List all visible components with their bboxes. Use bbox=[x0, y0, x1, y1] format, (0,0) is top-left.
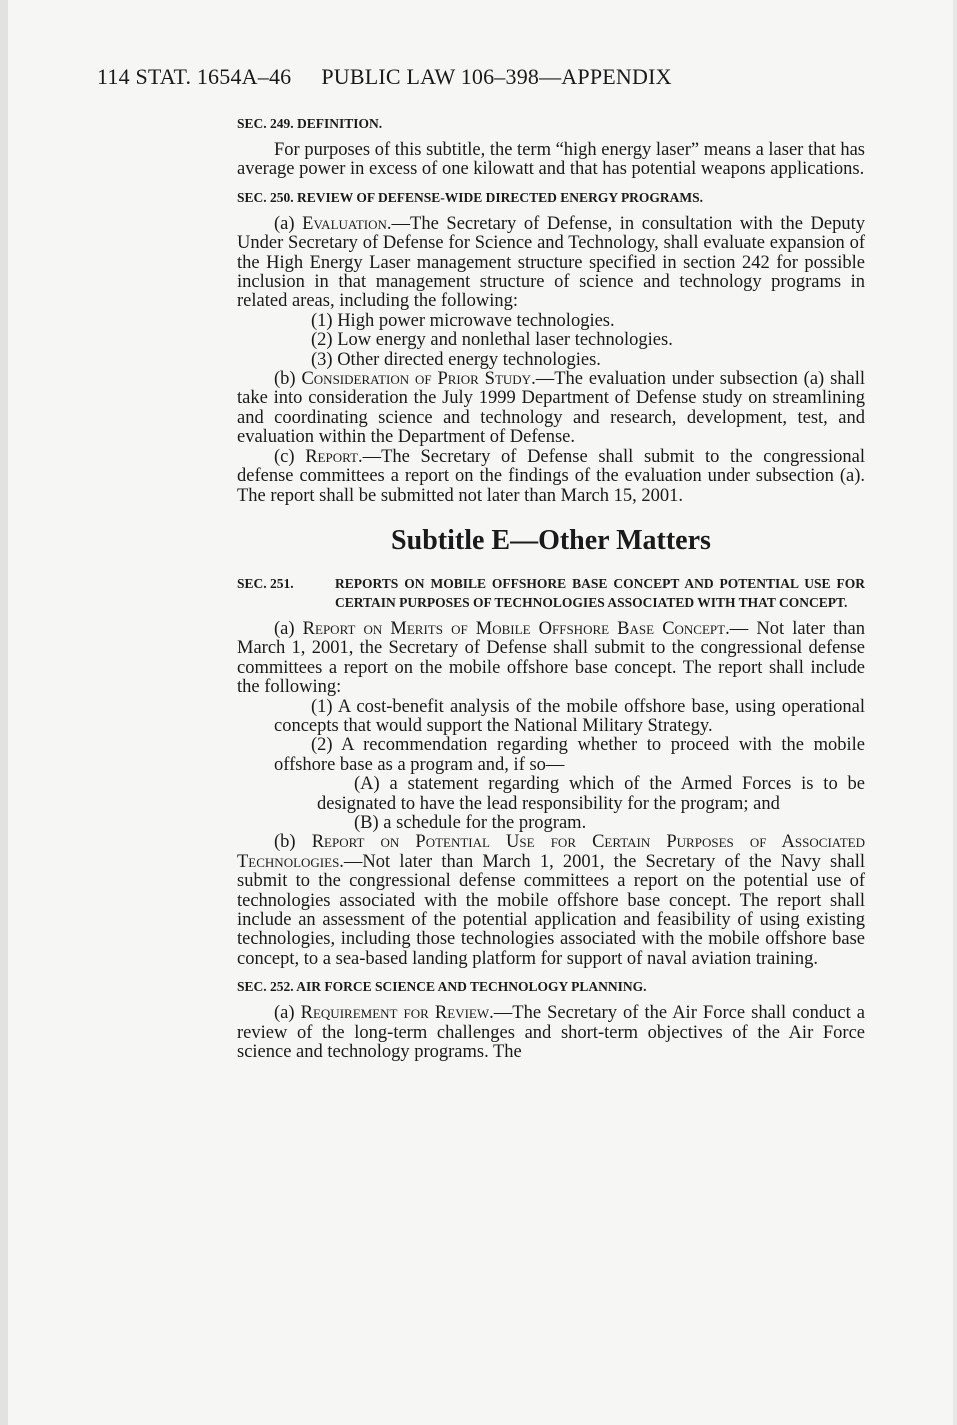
sec-249-heading: SEC. 249. DEFINITION. bbox=[237, 116, 383, 131]
sec-250-a-text: —The Secretary of Defense, in consultation with the Deputy Under Secretary of Defense for Science and Technology, shall evaluate expansion of the High Energy Laser management structure specified in section 242 for possible inclusion in that management structure of science and technology programs in related areas, including the following: bbox=[237, 213, 865, 312]
sec-251-title: REPORTS ON MOBILE OFFSHORE BASE CONCEPT AND POTENTIAL USE FOR CERTAIN PURPOSES OF TECHNOLOGIES ASSOCIATED WITH THAT CONCEPT. bbox=[335, 575, 865, 610]
sec-252-a-label: (a) bbox=[274, 1003, 295, 1024]
sec-250-item-2: (2) Low energy and nonlethal laser technologies. bbox=[311, 330, 673, 351]
sec-250-a bbox=[237, 215, 865, 312]
scan-edge-left bbox=[0, 0, 8, 1425]
sec-250-a-label: (a) bbox=[274, 213, 295, 234]
sec-251-a bbox=[237, 620, 865, 698]
sec-251-b-text: —Not later than March 1, 2001, the Secretary of the Navy shall submit to the congressional defense committees a report on the potential use of technologies associated with the mobile offshore base concept. The report shall include an assessment of the potential application and feasibility of using existing technologies, including those technologies associated with the mobile offshore base concept, to a sea-based landing platform for support of naval aviation training. bbox=[237, 851, 865, 969]
sec-251-item-b: (B) a schedule for the program. bbox=[354, 812, 587, 833]
sec-250-c-caption: Report. bbox=[305, 446, 363, 467]
stat-citation: 114 STAT. 1654A–46 bbox=[97, 64, 292, 89]
sec-251-a-caption: Report on Merits of Mobile Offshore Base Concept. bbox=[302, 618, 730, 639]
sec-252-a-text: —The Secretary of the Air Force shall conduct a review of the long-term challenges and short-term objectives of the Air Force science and technology programs. The bbox=[237, 1003, 866, 1063]
law-title: PUBLIC LAW 106–398—APPENDIX bbox=[321, 64, 672, 89]
sec-251-number: SEC. 251. bbox=[237, 575, 294, 591]
sec-250-c-label: (c) bbox=[274, 446, 295, 467]
sec-250-a-caption: Evaluation. bbox=[302, 213, 392, 234]
sec-250-b-label: (b) bbox=[274, 369, 296, 390]
sec-251-item-2: (2) A recommendation regarding whether to proceed with the mobile offshore base as a program and, if so— bbox=[274, 735, 865, 775]
sec-251-b-label: (b) bbox=[274, 832, 296, 853]
sec-250-c bbox=[237, 448, 865, 506]
sec-251-a-label: (a) bbox=[274, 618, 295, 639]
sec-251-heading bbox=[237, 574, 865, 612]
sec-252-a bbox=[237, 1004, 865, 1062]
sec-250-item-1: (1) High power microwave technologies. bbox=[311, 310, 615, 331]
sec-250-b-caption: Consideration of Prior Study. bbox=[301, 369, 536, 390]
scan-edge-right bbox=[953, 0, 957, 1425]
page-body bbox=[237, 62, 865, 1062]
sec-251-a-text: — Not later than March 1, 2001, the Secretary of Defense shall submit to the congressional defense committees a report on the mobile offshore base concept. The report shall include the following: bbox=[237, 618, 866, 698]
sec-250-b-text: —The evaluation under subsection (a) shall take into consideration the July 1999 Department of Defense study on streamlining and coordinating science and technology and research, development, test, and evaluation within the Department of Defense. bbox=[237, 369, 866, 448]
sec-250-heading: SEC. 250. REVIEW OF DEFENSE-WIDE DIRECTED ENERGY PROGRAMS. bbox=[237, 189, 704, 205]
sec-251-item-1: (1) A cost-benefit analysis of the mobile offshore base, using operational concepts that would support the National Military Strategy. bbox=[274, 696, 865, 736]
sec-251-item-a: (A) a statement regarding which of the Armed Forces is to be designated to have the lead responsibility for the program; and bbox=[317, 774, 865, 814]
sec-250-c-text: —The Secretary of Defense shall submit to the congressional defense committees a report on the findings of the evaluation under subsection (a). The report shall be submitted not later than March 15, 2001. bbox=[237, 446, 866, 506]
sec-250-b bbox=[237, 370, 865, 448]
sec-252-a-caption: Requirement for Review. bbox=[300, 1003, 494, 1024]
sec-250-item-3: (3) Other directed energy technologies. bbox=[311, 349, 601, 370]
sec-251-b-caption: Report on Potential Use for Certain Purposes of Associated Technologies. bbox=[237, 832, 865, 872]
sec-251-b bbox=[237, 833, 865, 969]
subtitle-heading: Subtitle E—Other Matters bbox=[391, 524, 711, 556]
sec-249-text: For purposes of this subtitle, the term “high energy laser” means a laser that has average power in excess of one kilowatt and that has potential weapons applications. bbox=[237, 140, 865, 180]
sec-252-heading: SEC. 252. AIR FORCE SCIENCE AND TECHNOLOGY PLANNING. bbox=[237, 979, 647, 995]
